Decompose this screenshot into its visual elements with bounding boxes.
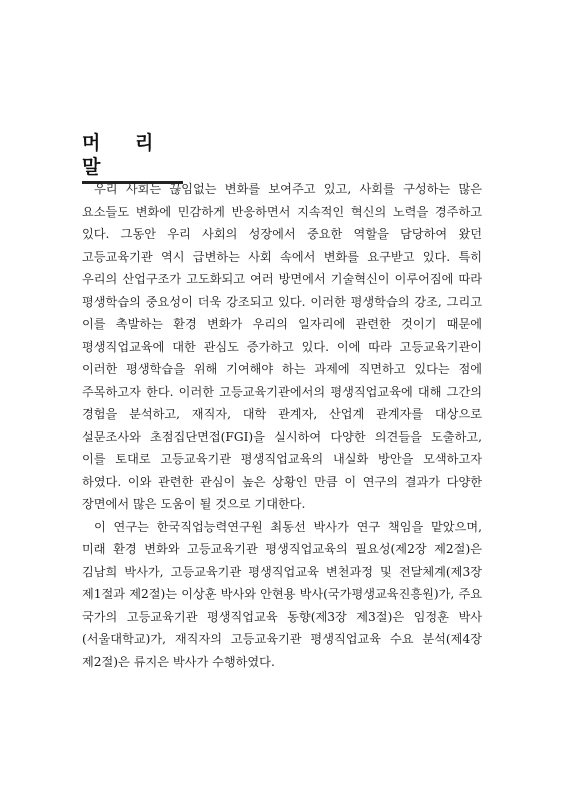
body-text	[82, 178, 482, 673]
page-title: 머 리 말	[82, 132, 168, 178]
paragraph-2: 이 연구는 한국직업능력연구원 최동선 박사가 연구 책임을 맡았으며, 미래 환경 변화와 고등교육기관 평생직업교육의 필요성(제2장 제2절)은 김남희 박사가, 고등교육기관 평생직업교육 변천과정 및 전달체계(제3장 제1절과 제2절)는 이상훈 박사와 안현용 박사(국가평생교육진흥원)가, 주요 국가의 고등교육기관 평생직업교육 동향(제3장 제3절)은 임정훈 박사(서울대학교)가, 재직자의 고등교육기관 평생직업교육 수요 분석(제4장 제2절)은 류지은 박사가 수행하였다.	[82, 519, 482, 669]
paragraph-1: 우리 사회는 끊임없는 변화를 보여주고 있고, 사회를 구성하는 많은 요소들도 변화에 민감하게 반응하면서 지속적인 혁신의 노력을 경주하고 있다. 그동안 우리 사회의 성장에서 중요한 역할을 담당하여 왔던 고등교육기관 역시 급변하는 사회 속에서 변화를 요구받고 있다. 특히 우리의 산업구조가 고도화되고 여러 방면에서 기술혁신이 이루어짐에 따라 평생학습의 중요성이 더욱 강조되고 있다. 이러한 평생학습의 강조, 그리고 이를 촉발하는 환경 변화가 우리의 일자리에 관련한 것이기 때문에 평생직업교육에 대한 관심도 증가하고 있다. 이에 따라 고등교육기관이 이러한 평생학습을 위해 기여해야 하는 과제에 직면하고 있다는 점에 주목하고자 한다. 이러한 고등교육기관에서의 평생직업교육에 대해 그간의 경험을 분석하고, 재직자, 대학 관계자, 산업계 관계자를 대상으로 설문조사와 초점집단면접(FGI)을 실시하여 다양한 의견들을 도출하고, 이를 토대로 고등교육기관 평생직업교육의 내실화 방안을 모색하고자 하였다. 이와 관련한 관심이 높은 상황인 만큼 이 연구의 결과가 다양한 장면에서 많은 도움이 될 것으로 기대한다.	[82, 182, 482, 511]
heading-block	[82, 131, 183, 184]
